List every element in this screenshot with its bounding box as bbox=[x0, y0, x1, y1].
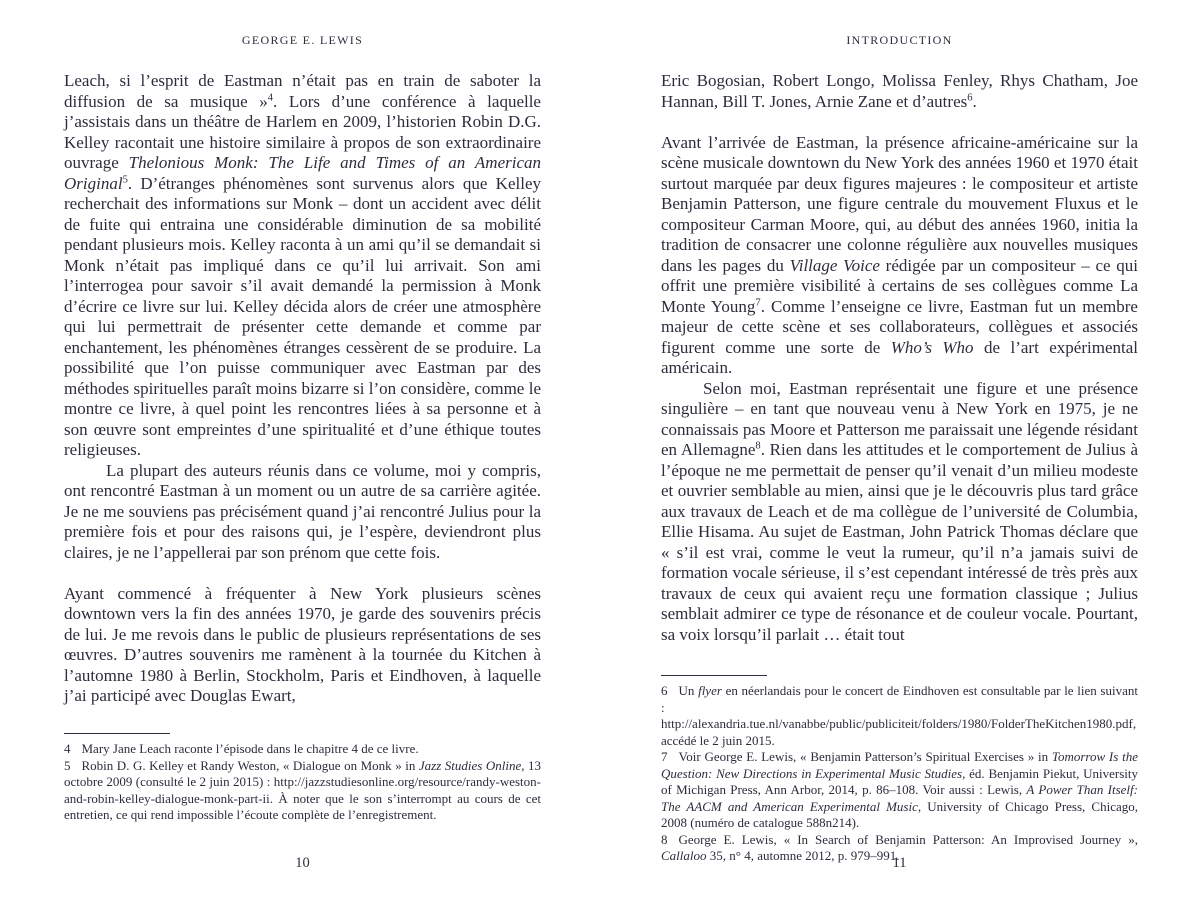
footnotes-right bbox=[661, 675, 1138, 865]
text-run: . Lors d’une conférence à laquelle j’assistais dans un théâtre de Harlem en 2009, l’historien Robin D.G. Kelley racontait une histoire similaire à propos de son extraordinaire ouvrage bbox=[64, 91, 541, 172]
text-run: , 13 octobre 2009 (consulté le 2 juin 2015) : http://jazzstudiesonline.org/resource/randy-weston-and-robin-kelley-dialogue-monk-part-ii. À noter que le son s’interrompt au cours de cet entretien, ce qui rend impossible l’écoute complète de l’enregistrement. bbox=[64, 757, 542, 822]
text-run: Voir George E. Lewis, « Benjamin Patterson’s Spiritual Exercises » in bbox=[678, 749, 1052, 764]
footnote bbox=[64, 741, 541, 758]
text-run: Selon moi, Eastman représentait une figure et une présence singulière – en tant que nouveau venu à New York en 1975, je ne connaissais pas Moore et Patterson me paraissait une légende résidant en Allemagne bbox=[661, 378, 1138, 459]
footnote-text bbox=[661, 749, 1138, 830]
footnote-reference: 6 bbox=[967, 91, 973, 103]
footnote-number: 5 bbox=[64, 757, 71, 773]
text-run: de l’art expérimental américain. bbox=[661, 337, 1138, 377]
footnote-reference: 7 bbox=[755, 296, 761, 308]
page-right bbox=[661, 33, 1138, 893]
footnote bbox=[661, 683, 1138, 749]
text-run: , éd. Benjamin Piekut, University of Michigan Press, Ann Arbor, 2014, p. 86–108. Voir aussi : Lewis, bbox=[661, 765, 1139, 797]
text-run: Avant l’arrivée de Eastman, la présence africaine-américaine sur la scène musicale downtown du New York des années 1960 et 1970 était surtout marquée par deux figures majeures : le compositeur et artiste Benjamin Patterson, une figure centrale du mouvement Fluxus et le compositeur Carman Moore, qui, au début des années 1960, initia la tradition de consacrer une colonne régulière aux nouvelles musiques dans les pages du bbox=[661, 132, 1138, 275]
body-text-right bbox=[661, 71, 1138, 645]
text-run: rédigée par un compositeur – ce qui offrit une première visibilité à certains de ses collègues comme La Monte Young bbox=[661, 255, 1139, 316]
text-run: George E. Lewis, « In Search of Benjamin Patterson: An Improvised Journey », bbox=[678, 831, 1138, 847]
italic-text: A Power Than Itself: The AACM and American Experimental Music bbox=[661, 782, 1138, 814]
text-run: , University of Chicago Press, Chicago, 2008 (numéro de catalogue 588n214). bbox=[661, 798, 1138, 830]
paragraph bbox=[64, 461, 541, 564]
footnote-text bbox=[82, 741, 419, 756]
text-run: . bbox=[972, 91, 977, 111]
text-run: en néerlandais pour le concert de Eindhoven est consultable par le lien suivant : http://alexandria.tue.nl/vanabbe/public/publiciteit/folders/1980/FolderTheKitchen1980.pdf, accédé le 2 juin 2015. bbox=[661, 683, 1138, 748]
footnote-reference: 5 bbox=[122, 173, 128, 185]
page-number-left: 10 bbox=[295, 855, 310, 871]
paragraph bbox=[64, 584, 541, 707]
italic-text: Tomorrow Is the Question: New Directions in Experimental Music Studies bbox=[661, 749, 1138, 781]
running-header-right: INTRODUCTION bbox=[846, 33, 953, 47]
footnote-number: 7 bbox=[661, 749, 668, 764]
italic-text: Who’s Who bbox=[890, 337, 974, 357]
text-run: Un bbox=[678, 683, 699, 698]
italic-text: Thelonious Monk: The Life and Times of an American Original bbox=[64, 153, 541, 193]
footnote-text bbox=[661, 683, 1138, 748]
footnote-list-left bbox=[64, 741, 541, 824]
footnote-number: 6 bbox=[661, 683, 668, 698]
text-run: Ayant commencé à fréquenter à New York plusieurs scènes downtown vers la fin des années 1970, je garde des souvenirs précis de lui. Je me revois dans le public de plusieurs représentations de ses œuvres. D’autres souvenirs me ramènent à la tournée du Kitchen à l’automne 1980 à Berlin, Stockholm, Paris et Eindhoven, à laquelle j’ai participé avec Douglas Ewart, bbox=[64, 583, 541, 705]
paragraph bbox=[64, 71, 541, 461]
footnote bbox=[661, 749, 1138, 832]
footnote-list-right bbox=[661, 683, 1138, 865]
text-run: Leach, si l’esprit de Eastman n’était pas en train de saboter la diffusion de sa musique » bbox=[64, 71, 541, 111]
running-header-left: GEORGE E. LEWIS bbox=[241, 33, 364, 47]
page-left bbox=[64, 33, 541, 893]
text-run: Eric Bogosian, Robert Longo, Molissa Fenley, Rhys Chatham, Joe Hannan, Bill T. Jones, Arnie Zane et d’autres bbox=[661, 71, 1138, 111]
footnote bbox=[64, 758, 541, 824]
footnote-number: 8 bbox=[661, 831, 668, 847]
body-text-left bbox=[64, 71, 541, 707]
text-run: . Comme l’enseigne ce livre, Eastman fut un membre majeur de cette scène et ses collaborateurs, collègues et associés figurent comme une sorte de bbox=[661, 296, 1138, 357]
footnote-reference: 8 bbox=[755, 440, 761, 452]
italic-text: flyer bbox=[698, 683, 722, 698]
text-run: 35, n° 4, automne 2012, p. 979–991. bbox=[706, 848, 900, 863]
page-number-right: 11 bbox=[892, 855, 907, 871]
italic-text: Callaloo bbox=[661, 848, 707, 863]
text-run: Robin D. G. Kelley et Randy Weston, « Dialogue on Monk » in bbox=[81, 757, 419, 773]
paragraph bbox=[661, 379, 1138, 646]
footnote-number: 4 bbox=[64, 741, 71, 756]
footnotes-left bbox=[64, 733, 541, 824]
footnote-separator-rule bbox=[64, 733, 170, 734]
italic-text: Jazz Studies Online bbox=[418, 757, 522, 773]
italic-text: Village Voice bbox=[789, 255, 880, 275]
text-run: Mary Jane Leach raconte l’épisode dans le chapitre 4 de ce livre. bbox=[81, 741, 419, 756]
footnote-separator-rule bbox=[661, 675, 767, 676]
paragraph bbox=[661, 133, 1138, 379]
footnote-reference: 4 bbox=[267, 91, 274, 103]
footnote-text bbox=[64, 758, 541, 823]
paragraph bbox=[661, 71, 1138, 112]
text-run: . D’étranges phénomènes sont survenus alors que Kelley recherchait des informations sur Monk – dont un accident avec délit de fuite qui entraina une considérable diminution de sa mobilité pendant plusieurs mois. Kelley raconta à un ami qu’il se demandait si Monk n’était pas impliqué dans ce qu’il lui arrivait. Son ami l’interrogea pour savoir s’il avait demandé la permission à Monk d’écrire ce livre sur lui. Kelley décida alors de créer une atmosphère qui lui permettrait de présenter cette demande et comme par enchantement, les phénomènes étranges cessèrent de se produire. La possibilité que l’on puisse communiquer avec Eastman par des méthodes spirituelles paraît moins bizarre si l’on considère, comme le montre ce livre, à quel point les rencontres liées à sa personne et à son œuvre sont empreintes d’une spiritualité et d’une éthique toutes religieuses. bbox=[64, 173, 541, 459]
text-run: La plupart des auteurs réunis dans ce volume, moi y compris, ont rencontré Eastman à un moment ou un autre de sa carrière agitée. Je ne me souviens pas précisément quand j’ai rencontré Julius pour la première fois et pour des raisons qui, je l’espère, deviendront plus claires, je ne l’appellerai par son prénom que cette fois. bbox=[64, 460, 541, 562]
text-run: . Rien dans les attitudes et le comportement de Julius à l’époque ne me permettait de penser qu’il venait d’un milieu modeste et ouvrier semblable au mien, ainsi que je le découvris plus tard grâce aux travaux de Leach et de ma collègue de l’université de Columbia, Ellie Hisama. Au sujet de Eastman, John Patrick Thomas déclare que « s’il est vrai, comme le veut la rumeur, qu’il n’a jamais suivi de formation vocale sérieuse, il s’est cependant intéressé de très près aux travaux de ceux qui avaient reçu une formation classique ; Julius semblait admirer ce type de résonance et de couleur vocale. Pourtant, sa voix lorsqu’il parlait … était tout bbox=[661, 440, 1138, 644]
